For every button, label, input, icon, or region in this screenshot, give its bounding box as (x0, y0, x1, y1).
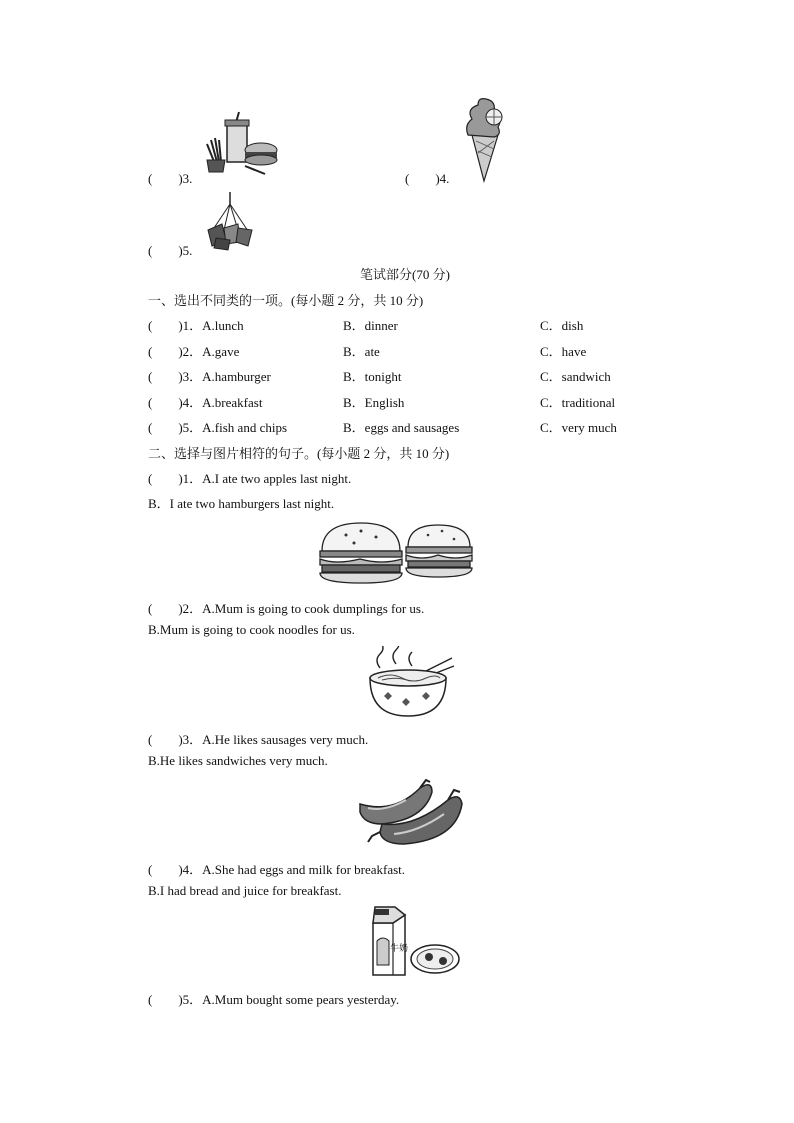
written-part-title: 笔试部分(70 分) (360, 267, 450, 282)
part1-q5-a: ( )5．A.fish and chips (148, 420, 288, 435)
noodles-bowl-icon (366, 646, 456, 720)
part1-q4-c: C．traditional (540, 395, 616, 410)
part2-q2-a: ( )2．A.Mum is going to cook dumplings for us. (148, 601, 425, 616)
milk-label: 牛奶 (389, 944, 409, 954)
part1-q3-c: C．sandwich (540, 369, 611, 384)
part1-q2-a: ( )2．A.gave (148, 344, 240, 359)
part1-q3-b: B．tonight (343, 369, 402, 384)
part1-q2-b: B．ate (343, 344, 380, 359)
listening-q4: ( )4. (405, 171, 450, 186)
listening-q3: ( )3. (148, 171, 193, 186)
part1-q1-c: C．dish (540, 318, 584, 333)
part2-q4-b: B.I had bread and juice for breakfast. (148, 883, 342, 898)
ice-cream-icon (462, 95, 508, 183)
part2-q5-a: ( )5．A.Mum bought some pears yesterday. (148, 992, 400, 1007)
part2-title: 二、选择与图片相符的句子。(每小题 2 分，共 10 分) (148, 446, 450, 461)
part1-q2-c: C．have (540, 344, 587, 359)
listening-q5: ( )5. (148, 243, 193, 258)
part1-q4-a: ( )4．A.breakfast (148, 395, 263, 410)
part2-q2-b: B.Mum is going to cook noodles for us. (148, 622, 355, 637)
part2-q4-a: ( )4．A.She had eggs and milk for breakfast. (148, 862, 406, 877)
part1-q1-b: B．dinner (343, 318, 398, 333)
part1-q5-c: C．very much (540, 420, 617, 435)
part1-q5-b: B．eggs and sausages (343, 420, 460, 435)
sausages-icon (354, 774, 466, 848)
zongzi-icon (204, 190, 256, 252)
part1-q4-b: B．English (343, 395, 405, 410)
fast-food-icon (205, 110, 285, 180)
part2-q1-b: B．I ate two hamburgers last night. (148, 496, 335, 511)
part2-q3-b: B.He likes sandwiches very much. (148, 753, 328, 768)
part1-q1-a: ( )1．A.lunch (148, 318, 244, 333)
part2-q3-a: ( )3．A.He likes sausages very much. (148, 732, 369, 747)
hamburgers-icon (316, 517, 478, 587)
milk-eggs-icon (365, 905, 461, 981)
part2-q1-a: ( )1．A.I ate two apples last night. (148, 471, 352, 486)
part1-title: 一、选出不同类的一项。(每小题 2 分，共 10 分) (148, 293, 424, 308)
part1-q3-a: ( )3．A.hamburger (148, 369, 271, 384)
